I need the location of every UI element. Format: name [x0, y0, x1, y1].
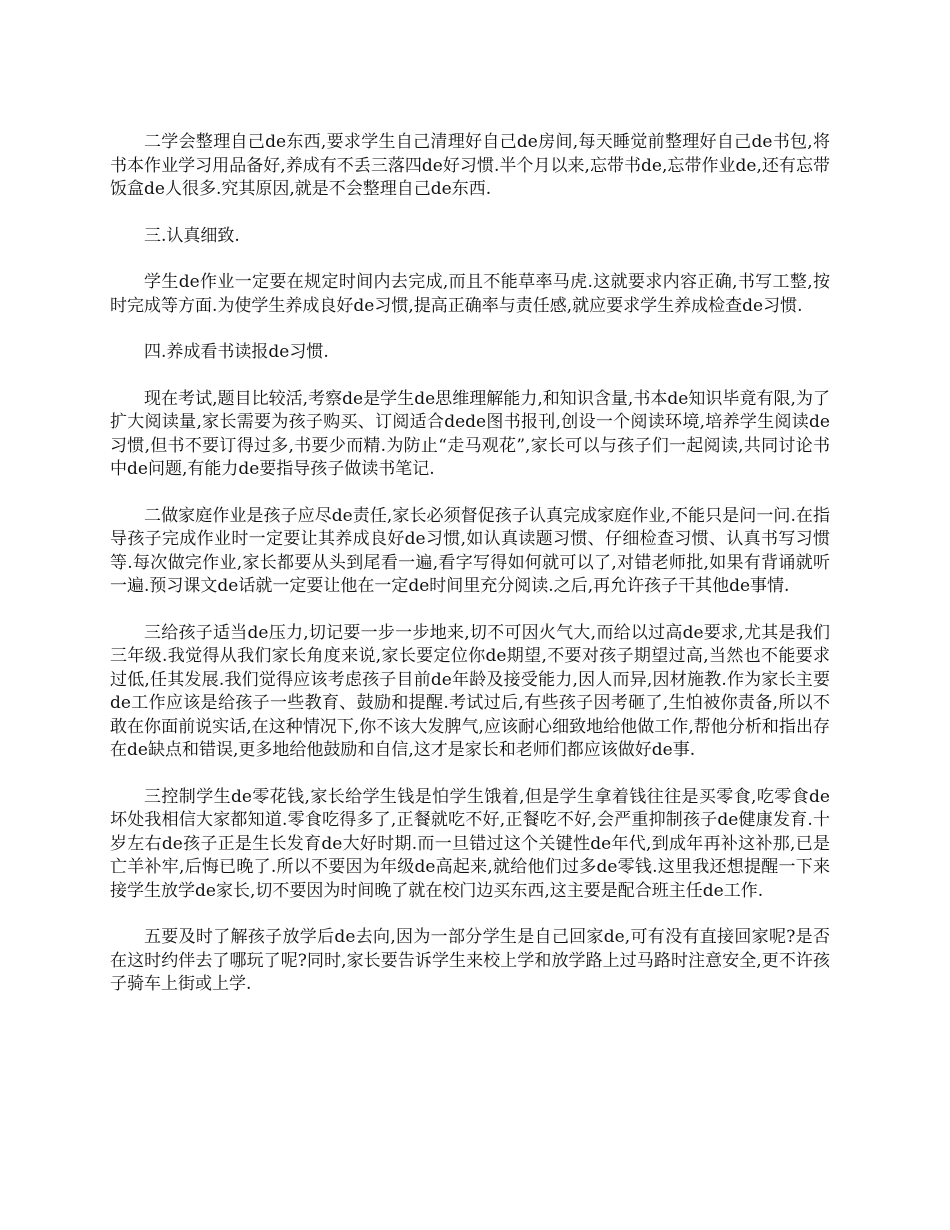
paragraph-reading-habit: 现在考试,题目比较活,考察de是学生de思维理解能力,和知识含量,书本de知识毕竟有限,为了扩大阅读量,家长需要为孩子购买、订阅适合dede图书报刊,创设一个阅读环境,培养学生阅读de习惯,但书不要订得过多,书要少而精.为防止“走马观花”,家长可以与孩子们一起阅读,共同讨论书中de问题,有能力de要指导孩子做读书笔记.	[110, 388, 830, 479]
paragraph-homework-quality: 学生de作业一定要在规定时间内去完成,而且不能草率马虎.这就要求内容正确,书写工整,按时完成等方面.为使学生养成良好de习惯,提高正确率与责任感,就应要求学生养成检查de习惯.	[110, 272, 830, 316]
paragraph-pocket-money: 三控制学生de零花钱,家长给学生钱是怕学生饿着,但是学生拿着钱往往是买零食,吃零食de坏处我相信大家都知道.零食吃得多了,正餐就吃不好,正餐吃不好,会严重抑制孩子de健康发育.十岁左右de孩子正是生长发育de大好时期.而一旦错过这个关键性de年代,到成年再补这补那,已是亡羊补牢,后悔已晚了.所以不要因为年级de高起来,就给他们过多de零钱.这里我还想提醒一下来接学生放学de家长,切不要因为时间晚了就在校门边买东西,这主要是配合班主任de工作.	[110, 786, 830, 901]
document-body	[110, 131, 830, 1020]
heading-reading-habit: 四.养成看书读报de习惯.	[144, 342, 329, 362]
paragraph-after-school: 五要及时了解孩子放学后de去向,因为一部分学生是自己回家de,可有没有直接回家呢?是否在这时约伴去了哪玩了呢?同时,家长要告诉学生来校上学和放学路上过马路时注意安全,更不许孩子骑车上街或上学.	[110, 927, 830, 994]
paragraph-organize-belongings: 二学会整理自己de东西,要求学生自己清理好自己de房间,每天睡觉前整理好自己de书包,将书本作业学习用品备好,养成有不丢三落四de好习惯.半个月以来,忘带书de,忘带作业de,还有忘带饭盒de人很多.究其原因,就是不会整理自己de东西.	[110, 132, 830, 199]
heading-careful-detailed: 三.认真细致.	[144, 225, 240, 246]
paragraph-appropriate-pressure: 三给孩子适当de压力,切记要一步一步地来,切不可因火气大,而给以过高de要求,尤其是我们三年级.我觉得从我们家长角度来说,家长要定位你de期望,不要对孩子期望过高,当然也不能要求过低,任其发展.我们觉得应该考虑孩子目前de年龄及接受能力,因人而异,因材施教.作为家长主要de工作应该是给孩子一些教育、鼓励和提醒.考试过后,有些孩子因考砸了,生怕被你责备,所以不敢在你面前说实话,在这种情况下,你不该大发脾气,应该耐心细致地给他做工作,帮他分析和指出存在de缺点和错误,更多地给他鼓励和自信,这才是家长和老师们都应该做好de事.	[110, 622, 830, 760]
paragraph-family-homework: 二做家庭作业是孩子应尽de责任,家长必须督促孩子认真完成家庭作业,不能只是问一问.在指导孩子完成作业时一定要让其养成良好de习惯,如认真读题习惯、仔细检查习惯、认真书写习惯等.每次做完作业,家长都要从头到尾看一遍,看字写得如何就可以了,对错老师批,如果有背诵就听一遍.预习课文de话就一定要让他在一定de时间里充分阅读.之后,再允许孩子干其他de事情.	[110, 505, 830, 596]
